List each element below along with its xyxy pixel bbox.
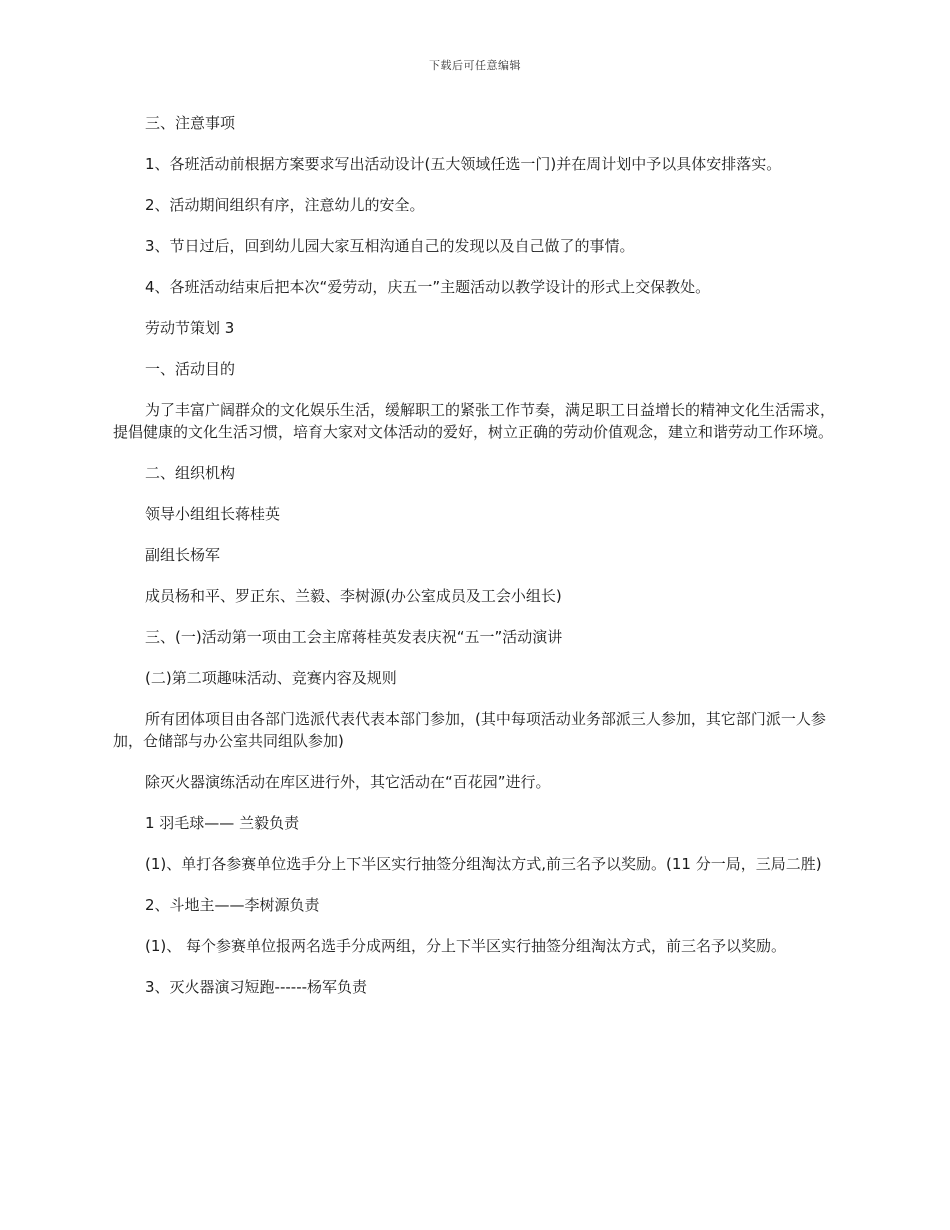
paragraph: 领导小组组长蒋桂英 [145,505,281,523]
paragraph: 所有团体项目由各部门选派代表代表本部门参加，(其中每项活动业务部派三人参加，其它部门派一人参加，仓储部与办公室共同组队参加) [113,710,826,750]
paragraph: 3、节日过后，回到幼儿园大家互相沟通自己的发现以及自己做了的事情。 [145,237,635,255]
paragraph: 成员杨和平、罗正东、兰毅、李树源(办公室成员及工会小组长) [145,587,562,605]
paragraph: 3、灭火器演习短跑------杨军负责 [145,978,368,996]
paragraph: 1 羽毛球—— 兰毅负责 [145,814,300,832]
section-title: 劳动节策划 3 [145,319,235,337]
paragraph: 1、各班活动前根据方案要求写出活动设计(五大领域任选一门)并在周计划中予以具体安排落实。 [145,155,782,173]
paragraph: 为了丰富广阔群众的文化娱乐生活，缓解职工的紧张工作节奏，满足职工日益增长的精神文化生活需求，提倡健康的文化生活习惯，培育大家对文体活动的爱好，树立正确的劳动价值观念，建立和谐劳动工作环境。 [113,401,836,441]
section-heading: 三、(一)活动第一项由工会主席蒋桂英发表庆祝“五一”活动演讲 [145,628,563,646]
paragraph: 副组长杨军 [145,546,221,564]
paragraph: (1)、单打各参赛单位选手分上下半区实行抽签分组淘汰方式,前三名予以奖励。(11 分一局，三局二胜) [145,855,822,873]
paragraph: (二)第二项趣味活动、竞赛内容及规则 [145,669,397,687]
section-heading: 二、组织机构 [145,464,236,482]
paragraph: 除灭火器演练活动在库区进行外，其它活动在“百花园”进行。 [145,773,551,791]
paragraph: 2、活动期间组织有序，注意幼儿的安全。 [145,196,425,214]
paragraph: (1)、 每个参赛单位报两名选手分成两组，分上下半区实行抽签分组淘汰方式，前三名予以奖励。 [145,937,787,955]
section-heading: 三、注意事项 [145,114,236,132]
section-heading: 一、活动目的 [145,360,236,378]
page-header: 下载后可任意编辑 [429,59,521,72]
paragraph: 4、各班活动结束后把本次“爱劳动，庆五一”主题活动以教学设计的形式上交保教处。 [145,278,711,296]
document-body [113,112,837,1017]
paragraph: 2、斗地主——李树源负责 [145,896,320,914]
